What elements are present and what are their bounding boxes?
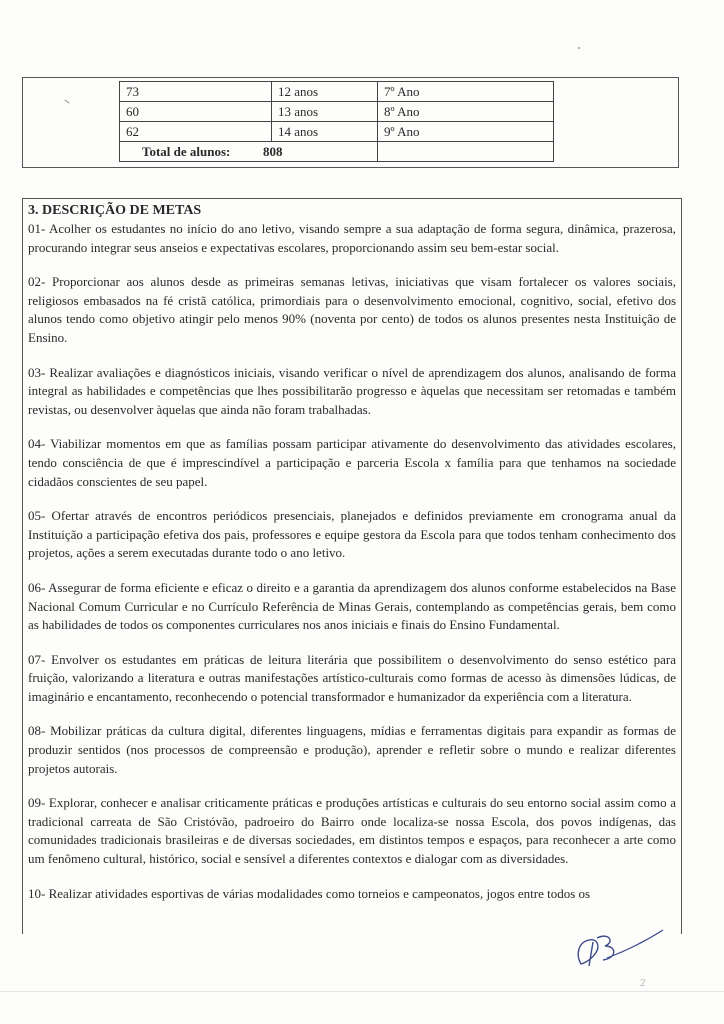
meta-item-04: 04- Viabilizar momentos em que as famílias possam participar ativamente do desenvolvimento das atividades escolares, tendo consciência de que é imprescindível a participação e parceria Escola x família para que tenhamos na sociedade cidadãos conscientes de seu papel. bbox=[28, 436, 676, 489]
students-cell: 60 bbox=[120, 102, 272, 122]
meta-item-01: 01- Acolher os estudantes no início do ano letivo, visando sempre a sua adaptação de forma segura, dinâmica, prazerosa, procurando integrar seus anseios e expectativas escolares, proporcionando assim seu bem-estar social. bbox=[28, 221, 676, 255]
grade-cell: 7º Ano bbox=[378, 82, 554, 102]
age-cell: 14 anos bbox=[272, 122, 378, 142]
metas-section bbox=[22, 198, 682, 934]
students-cell: 73 bbox=[120, 82, 272, 102]
meta-item-03: 03- Realizar avaliações e diagnósticos iniciais, visando verificar o nível de aprendizagem dos alunos, analisando de forma integral as habilidades e competências que lhes possibilitarão progresso e àquelas que necessitam ser retomadas e também revistas, ou desenvolver àquelas que ainda não foram trabalhadas. bbox=[28, 364, 676, 417]
grade-cell: 8º Ano bbox=[378, 102, 554, 122]
meta-item-02: 02- Proporcionar aos alunos desde as primeiras semanas letivas, iniciativas que visam fortalecer os valores sociais, religiosos embasados na fé cristã católica, primordiais para o desenvolvimento emocional, cognitivo, social, efetivo dos alunos tendo como objetivo atingir pelo menos 90% (noventa por cento) de todos os alunos presentes nesta Instituição de Ensino. bbox=[28, 274, 676, 345]
handwritten-signature bbox=[567, 924, 667, 974]
table-row bbox=[120, 122, 554, 142]
section-title: 3. DESCRIÇÃO DE METAS bbox=[28, 203, 202, 218]
age-cell: 12 anos bbox=[272, 82, 378, 102]
meta-item-09: 09- Explorar, conhecer e analisar criticamente práticas e produções artísticas e culturais do seu entorno social assim como a tradicional carreata de São Cristóvão, padroeiro do Bairro onde localiza-se nossa Escola, dos povos indígenas, das comunidades tradicionais brasileiras e de diversas sociedades, em distintos tempos e espaços, para reconhecer a arte como um fenômeno cultural, histórico, social e sensível a diferentes contextos e dialogar com as diversidades. bbox=[28, 795, 676, 867]
age-cell: 13 anos bbox=[272, 102, 378, 122]
enrollment-table bbox=[119, 81, 554, 162]
total-value-cell bbox=[263, 142, 554, 162]
meta-item-08: 08- Mobilizar práticas da cultura digital, diferentes linguagens, mídias e ferramentas digitais para expandir as formas de produzir sentidos (nos processos de compreensão e produção), aprender e refletir sobre o mundo e realizar diferentes projetos autorais. bbox=[28, 723, 676, 776]
grade-cell: 9º Ano bbox=[378, 122, 554, 142]
meta-item-06: 06- Assegurar de forma eficiente e eficaz o direito e a garantia da aprendizagem dos alunos conforme estabelecidos na Base Nacional Comum Curricular e no Currículo Referência de Minas Gerais, contemplando as competências gerais, bem como as habilidades de todos os componentes curriculares nos anos iniciais e finais do Ensino Fundamental. bbox=[28, 579, 676, 633]
scan-speck bbox=[578, 47, 580, 49]
total-row bbox=[120, 142, 554, 162]
page-number: 2 bbox=[640, 978, 646, 989]
footer-line bbox=[0, 991, 724, 992]
students-cell: 62 bbox=[120, 122, 272, 142]
total-value: 808 bbox=[263, 143, 283, 159]
total-label: Total de alunos: bbox=[120, 142, 378, 162]
meta-item-07: 07- Envolver os estudantes em práticas de leitura literária que possibilitem o desenvolvimento do senso estético para fruição, valorizando a literatura e outras manifestações artístico-culturais como formas de acesso às dimensões lúdicas, de imaginário e encantamento, reconhecendo o potencial transformador e humanizador da experiência com a literatura. bbox=[28, 651, 676, 704]
meta-item-05: 05- Ofertar através de encontros periódicos presenciais, planejados e definidos previamente em cronograma anual da Instituição a participação efetiva dos pais, professores e equipe gestora da Escola para que todos tenham conhecimento dos projetos, ações a serem executadas durante todo o ano letivo. bbox=[28, 508, 676, 561]
table-row bbox=[120, 82, 554, 102]
table-row bbox=[120, 102, 554, 122]
meta-item-10: 10- Realizar atividades esportivas de várias modalidades como torneios e campeonatos, jogos entre todos os bbox=[28, 885, 591, 901]
